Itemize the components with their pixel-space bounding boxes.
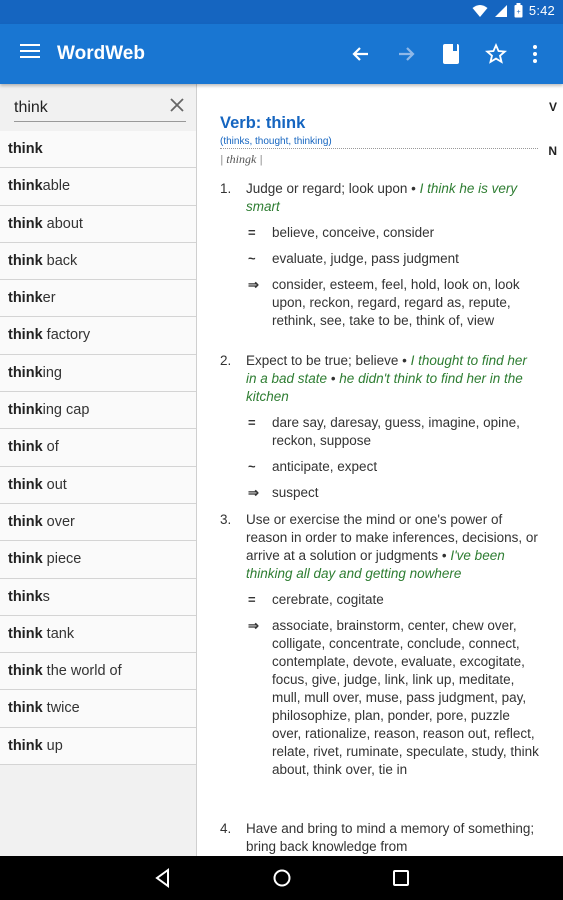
- definition-text: Judge or regard; look upon: [246, 181, 408, 196]
- sense-number: 2.: [220, 353, 232, 368]
- sense-block: [220, 352, 540, 502]
- clock: 5:42: [528, 3, 555, 18]
- related-words: [246, 224, 540, 242]
- definition-text: Have and bring to mind a memory of something; bring back knowledge from: [246, 821, 535, 854]
- word-match-part: think: [8, 737, 43, 754]
- clear-search-icon[interactable]: [168, 96, 188, 116]
- status-bar: [0, 0, 563, 24]
- sense-number: 1.: [220, 181, 232, 196]
- navigation-bar: [0, 856, 563, 900]
- word-rest-part: factory: [42, 327, 91, 344]
- word-list-item[interactable]: [0, 429, 196, 466]
- example-bullet: •: [327, 371, 340, 386]
- sense-definition: [246, 820, 540, 856]
- related-words-text[interactable]: dare say, daresay, guess, imagine, opine, reckon, suppose: [272, 415, 520, 448]
- related-words-text[interactable]: cerebrate, cogitate: [272, 592, 384, 607]
- word-rest-part: able: [42, 178, 71, 195]
- word-rest-part: the world of: [42, 663, 122, 680]
- relation-symbol: ⇒: [248, 485, 259, 500]
- word-list-item[interactable]: [0, 355, 196, 392]
- relation-symbol: ~: [248, 251, 256, 266]
- related-words-text[interactable]: anticipate, expect: [272, 459, 378, 474]
- word-match-part: think: [8, 141, 43, 157]
- relation-symbol: ~: [248, 459, 256, 474]
- forward-arrow-icon[interactable]: [392, 40, 420, 68]
- back-arrow-icon[interactable]: [347, 40, 375, 68]
- relation-symbol: =: [248, 415, 256, 430]
- divider: [220, 148, 538, 149]
- relation-symbol: ⇒: [248, 277, 259, 292]
- related-words-text[interactable]: evaluate, judge, pass judgment: [272, 251, 459, 266]
- svg-text:+: +: [516, 9, 521, 16]
- related-words: [246, 617, 540, 779]
- word-rest-part: over: [42, 513, 75, 530]
- related-words-text[interactable]: suspect: [272, 485, 319, 500]
- word-list-item[interactable]: [0, 467, 196, 504]
- word-list-pane: [0, 84, 197, 856]
- example-sentence: I've been thinking all day and getting nowhere: [246, 548, 505, 581]
- app-bar: [0, 24, 563, 84]
- word-rest-part: up: [42, 737, 63, 754]
- sense-definition: [246, 511, 540, 583]
- search-box: [0, 84, 196, 131]
- word-match-part: think: [8, 439, 43, 456]
- word-rest-part: twice: [42, 700, 80, 717]
- sense-definition: [246, 352, 540, 406]
- related-words: [246, 591, 540, 609]
- wifi-icon: [472, 4, 488, 18]
- relation-symbol: =: [248, 592, 256, 607]
- cellular-icon: [494, 4, 508, 18]
- sense-number: 3.: [220, 512, 232, 527]
- entry-heading: Verb: think: [220, 114, 306, 132]
- example-bullet: •: [438, 548, 451, 563]
- word-rest-part: of: [42, 439, 59, 456]
- word-rest-part: tank: [42, 625, 75, 642]
- word-rest-part: er: [42, 290, 56, 307]
- word-list-item[interactable]: [0, 280, 196, 317]
- word-match-part: think: [8, 178, 43, 195]
- word-list-item[interactable]: [0, 504, 196, 541]
- star-icon[interactable]: [482, 40, 510, 68]
- sense-block: [220, 820, 540, 856]
- word-list-item[interactable]: [0, 541, 196, 578]
- battery-icon: [514, 3, 523, 18]
- definition-text: Expect to be true; believe: [246, 353, 399, 368]
- related-words-text[interactable]: associate, brainstorm, center, chew over, colligate, concentrate, conclude, connect, contemplate, devote, evaluate, excogitate, focus, give, judge, link, link up, meditate, mull, mull over, muse, pass judgment, pay, philosophize, plan, ponder, pore, puzzle over, rationalize, reason, reason out, reflect, relate, rivet, ruminate, speculate, study, think about, think over, tie in: [272, 618, 539, 777]
- related-words-text[interactable]: consider, esteem, feel, hold, look on, look upon, reckon, regard, regard as, repute, rethink, see, take to be, think of, view: [272, 277, 520, 328]
- word-rest-part: ing: [42, 364, 62, 381]
- sense-block: [220, 180, 540, 330]
- word-match-part: think: [8, 625, 43, 642]
- word-match-part: think: [8, 327, 43, 344]
- sense-definition: [246, 180, 540, 216]
- word-list: [0, 131, 196, 765]
- word-match-part: think: [8, 290, 43, 307]
- word-rest-part: back: [42, 252, 78, 269]
- example-sentence: I thought to find her in a bad state: [246, 353, 527, 386]
- word-match-part: think: [8, 476, 43, 493]
- word-list-item[interactable]: [0, 579, 196, 616]
- related-words: [246, 484, 540, 502]
- example-bullet: •: [407, 181, 420, 196]
- word-list-item[interactable]: [0, 653, 196, 690]
- word-list-item[interactable]: [0, 131, 196, 168]
- sense-number: 4.: [220, 821, 232, 836]
- related-words: [246, 276, 540, 330]
- word-list-item[interactable]: [0, 690, 196, 727]
- related-words: [246, 458, 540, 476]
- word-match-part: think: [8, 700, 43, 717]
- word-rest-part: piece: [42, 551, 82, 568]
- nav-home-icon[interactable]: [271, 867, 293, 889]
- word-list-item[interactable]: [0, 728, 196, 765]
- word-match-part: think: [8, 252, 43, 269]
- word-rest-part: s: [42, 588, 50, 605]
- word-list-item[interactable]: [0, 168, 196, 205]
- example-bullet: •: [398, 353, 411, 368]
- word-match-part: think: [8, 588, 43, 605]
- definition-pane: [198, 84, 563, 856]
- word-list-item[interactable]: [0, 317, 196, 354]
- sense-block: [220, 511, 540, 779]
- relation-symbol: =: [248, 225, 256, 240]
- pos-index-verb[interactable]: V: [548, 100, 557, 114]
- example-sentence: he didn't think to find her in the kitchen: [246, 371, 523, 404]
- search-input[interactable]: [14, 94, 186, 122]
- app-title: WordWeb: [57, 43, 145, 64]
- overflow-icon[interactable]: [521, 40, 549, 68]
- example-sentence: I think he is very smart: [246, 181, 518, 214]
- pronunciation: | thingk |: [220, 152, 263, 166]
- word-rest-part: ing cap: [42, 402, 90, 419]
- word-list-item[interactable]: [0, 206, 196, 243]
- related-words: [246, 250, 540, 268]
- nav-back-icon[interactable]: [152, 867, 174, 889]
- word-match-part: think: [8, 364, 43, 381]
- word-list-item[interactable]: [0, 243, 196, 280]
- word-list-item[interactable]: [0, 392, 196, 429]
- word-match-part: think: [8, 513, 43, 530]
- menu-icon[interactable]: [20, 44, 40, 64]
- word-rest-part: out: [42, 476, 67, 493]
- word-match-part: think: [8, 663, 43, 680]
- related-words-text[interactable]: believe, conceive, consider: [272, 225, 435, 240]
- relation-symbol: ⇒: [248, 618, 259, 633]
- definition-text: Use or exercise the mind or one's power of reason in order to make inferences, decisions, or arrive at a solution or judgments: [246, 512, 538, 563]
- word-list-item[interactable]: [0, 616, 196, 653]
- pos-index-noun[interactable]: N: [548, 144, 557, 158]
- word-match-part: think: [8, 215, 43, 232]
- book-icon[interactable]: [437, 40, 465, 68]
- nav-recents-icon[interactable]: [390, 867, 412, 889]
- word-forms: (thinks, thought, thinking): [220, 136, 332, 147]
- word-match-part: think: [8, 402, 43, 419]
- word-rest-part: about: [42, 215, 83, 232]
- related-words: [246, 414, 540, 450]
- word-match-part: think: [8, 551, 43, 568]
